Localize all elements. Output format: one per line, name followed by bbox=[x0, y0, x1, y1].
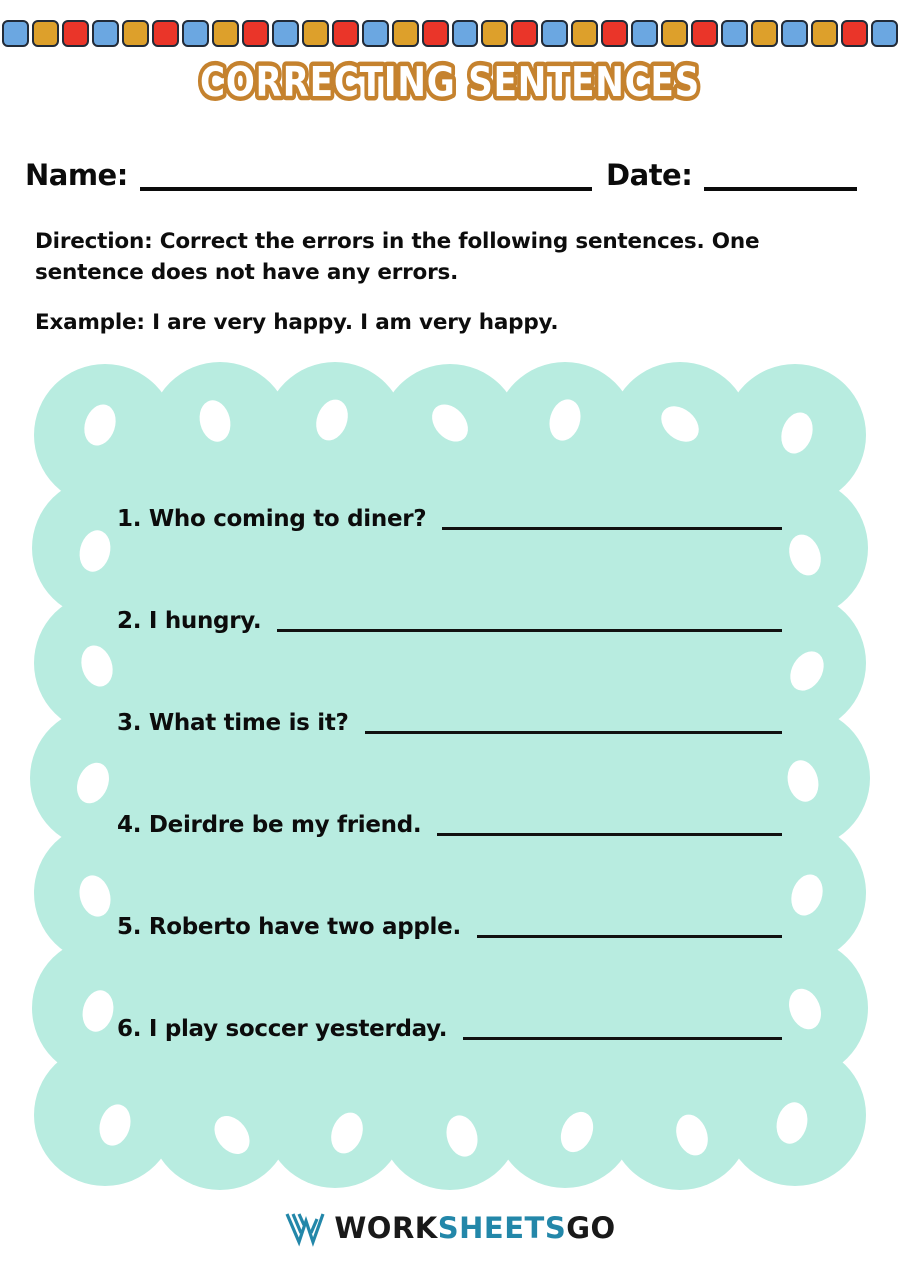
answer-blank-line bbox=[277, 629, 782, 632]
title-wrap bbox=[0, 52, 900, 110]
border-block-blue bbox=[272, 20, 299, 47]
answer-blank-line bbox=[477, 935, 782, 938]
brand-sheets: SHEETS bbox=[437, 1211, 567, 1245]
border-block-red bbox=[841, 20, 868, 47]
decorative-block-border bbox=[2, 20, 898, 47]
border-block-blue bbox=[92, 20, 119, 47]
border-block-orange bbox=[481, 20, 508, 47]
example-text: Example: I are very happy. I am very happy. bbox=[35, 310, 559, 335]
brand-work: WORK bbox=[334, 1211, 438, 1245]
sentence-text: 3. What time is it? bbox=[117, 710, 349, 736]
brand-go: GO bbox=[566, 1211, 616, 1245]
worksheetsgo-logo-icon bbox=[284, 1211, 326, 1245]
sentence-row bbox=[117, 1008, 782, 1042]
border-block-orange bbox=[811, 20, 838, 47]
sentence-text: 1. Who coming to diner? bbox=[117, 506, 427, 532]
sentence-text: 2. I hungry. bbox=[117, 608, 262, 634]
border-block-orange bbox=[212, 20, 239, 47]
border-block-orange bbox=[32, 20, 59, 47]
border-block-orange bbox=[751, 20, 778, 47]
sentence-text: 6. I play soccer yesterday. bbox=[117, 1016, 448, 1042]
border-block-blue bbox=[182, 20, 209, 47]
border-block-blue bbox=[2, 20, 29, 47]
sentence-text: 4. Deirdre be my friend. bbox=[117, 812, 422, 838]
title-svg bbox=[190, 52, 710, 110]
answer-blank-line bbox=[437, 833, 782, 836]
sentence-row bbox=[117, 906, 782, 940]
border-block-blue bbox=[541, 20, 568, 47]
name-label: Name: bbox=[25, 158, 128, 192]
scalloped-panel bbox=[35, 363, 865, 1190]
direction-text: Direction: Correct the errors in the following sentences. One sentence does not have any errors. bbox=[35, 229, 760, 285]
sentence-text: 5. Roberto have two apple. bbox=[117, 914, 461, 940]
border-block-blue bbox=[631, 20, 658, 47]
footer bbox=[0, 1205, 900, 1251]
border-block-red bbox=[152, 20, 179, 47]
border-block-red bbox=[422, 20, 449, 47]
border-block-red bbox=[691, 20, 718, 47]
border-block-orange bbox=[392, 20, 419, 47]
border-block-blue bbox=[721, 20, 748, 47]
border-block-red bbox=[62, 20, 89, 47]
name-date-row bbox=[25, 156, 857, 192]
border-block-red bbox=[601, 20, 628, 47]
border-block-blue bbox=[362, 20, 389, 47]
border-block-blue bbox=[871, 20, 898, 47]
brand-wordmark bbox=[334, 1211, 615, 1245]
border-block-blue bbox=[452, 20, 479, 47]
border-block-red bbox=[242, 20, 269, 47]
border-block-orange bbox=[571, 20, 598, 47]
sentence-row bbox=[117, 702, 782, 736]
sentence-row bbox=[117, 498, 782, 532]
answer-blank-line bbox=[365, 731, 782, 734]
border-block-orange bbox=[122, 20, 149, 47]
name-blank-line bbox=[140, 187, 592, 191]
border-block-orange bbox=[661, 20, 688, 47]
sentence-row bbox=[117, 804, 782, 838]
border-block-red bbox=[511, 20, 538, 47]
sentence-row bbox=[117, 600, 782, 634]
date-label: Date: bbox=[606, 158, 693, 192]
answer-blank-line bbox=[442, 527, 782, 530]
border-block-blue bbox=[781, 20, 808, 47]
border-block-red bbox=[332, 20, 359, 47]
date-blank-line bbox=[704, 187, 857, 191]
answer-blank-line bbox=[463, 1037, 782, 1040]
page-title: CORRECTING SENTENCES bbox=[200, 58, 700, 106]
border-block-orange bbox=[302, 20, 329, 47]
